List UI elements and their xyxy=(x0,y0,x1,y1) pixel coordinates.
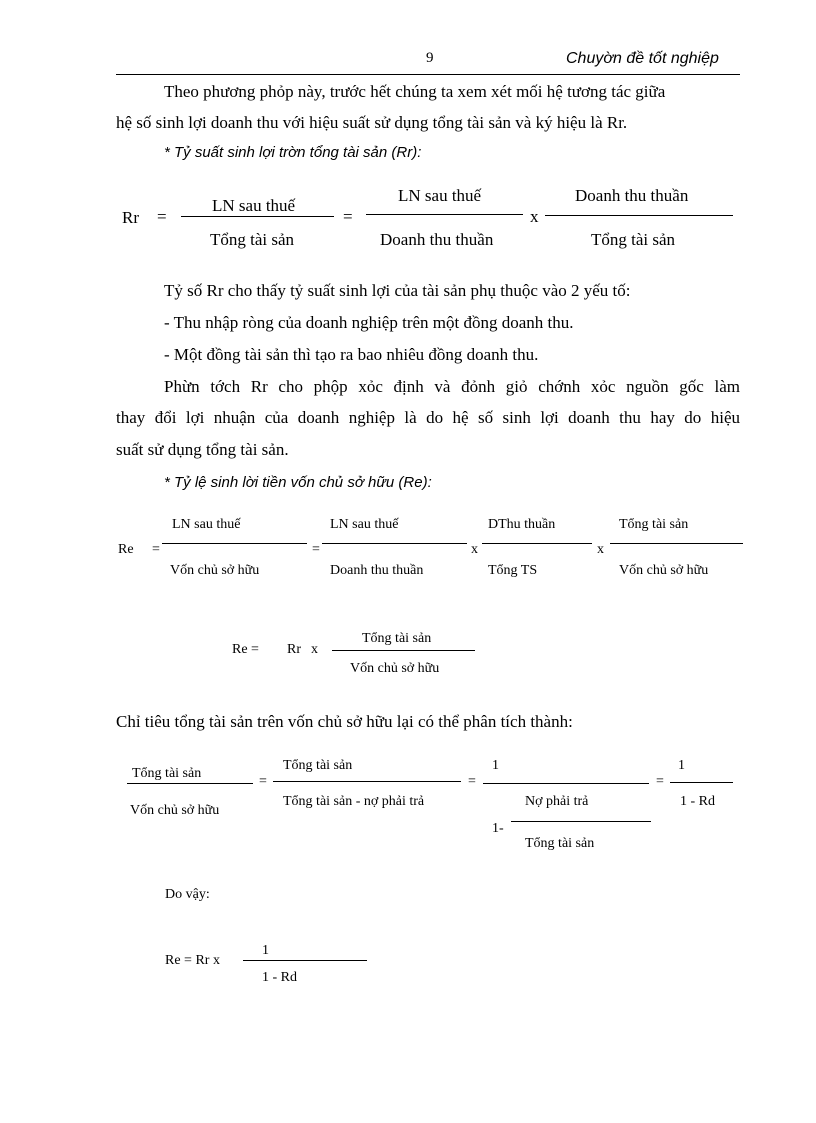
re-f4-num: Tổng tài sản xyxy=(619,517,689,532)
re-f2-den: Doanh thu thuần xyxy=(330,563,424,578)
re-f4-bar xyxy=(610,543,743,544)
page-number: 9 xyxy=(426,50,434,66)
re-f3-num: DThu thuần xyxy=(488,517,556,532)
conclusion-lhs: Re = Rr x xyxy=(165,953,220,968)
rr-f2-num: LN sau thuế xyxy=(398,186,482,205)
an-f1-den: Vốn chủ sở hữu xyxy=(130,803,220,818)
analysis-intro: Chỉ tiêu tổng tài sản trên vốn chủ sở hữu lại có thể phân tích thành: xyxy=(116,712,573,731)
an-f4-bar xyxy=(670,782,733,783)
an-f2-den: Tổng tài sản - nợ phải trả xyxy=(283,794,425,809)
explain-line-1: Tỷ số Rr cho thấy tỷ suất sinh lợi của tài sản phụ thuộc vào 2 yếu tố: xyxy=(164,281,631,300)
an-f4-num: 1 xyxy=(678,758,685,773)
an-f2-num: Tổng tài sản xyxy=(283,758,353,773)
re-f3-den: Tổng TS xyxy=(488,563,538,578)
an-f3-num: 1 xyxy=(492,758,499,773)
an-f3-inner-bar xyxy=(511,821,651,822)
an-f3-den-prefix: 1- xyxy=(492,821,504,836)
re-f1-den: Vốn chủ sở hữu xyxy=(170,563,260,578)
an-eq-2: = xyxy=(468,774,476,789)
re2-rr: Rr xyxy=(287,642,301,657)
rr-times: x xyxy=(530,207,539,226)
rr-f1-bar xyxy=(181,216,334,217)
intro-line-1: Theo phương phỏp này, trước hết chúng ta xem xét mối hệ tương tác giữa xyxy=(164,82,666,101)
rr-f3-num: Doanh thu thuần xyxy=(575,186,689,205)
conclusion-label: Do vậy: xyxy=(165,887,210,902)
an-eq-1: = xyxy=(259,774,267,789)
rr-f3-den: Tổng tài sản xyxy=(591,230,676,249)
explain-bullet-2: - Một đồng tài sản thì tạo ra bao nhiêu đồng doanh thu. xyxy=(164,345,539,364)
rr-f2-den: Doanh thu thuần xyxy=(380,230,494,249)
re2-num: Tổng tài sản xyxy=(362,631,432,646)
re2-lhs: Re = xyxy=(232,642,259,657)
header-rule xyxy=(116,74,740,75)
re-lhs: Re xyxy=(118,542,134,557)
conclusion-den: 1 - Rd xyxy=(262,970,297,985)
explain-para-3: suất sử dụng tổng tài sản. xyxy=(116,440,289,459)
an-f1-num: Tổng tài sản xyxy=(132,766,202,781)
re-eq-1: = xyxy=(152,542,160,557)
re2-times: x xyxy=(311,642,318,657)
rr-heading: * Tỷ suất sinh lợi trờn tổng tài sản (Rr): xyxy=(164,144,422,161)
re2-den: Vốn chủ sở hữu xyxy=(350,661,440,676)
rr-f3-bar xyxy=(545,215,733,216)
re-heading: * Tỷ lệ sinh lời tiền vốn chủ sở hữu (Re): xyxy=(164,474,432,491)
an-f2-bar xyxy=(273,781,461,782)
conclusion-num: 1 xyxy=(262,943,269,958)
re-f4-den: Vốn chủ sở hữu xyxy=(619,563,709,578)
re-f1-num: LN sau thuế xyxy=(172,517,241,532)
re-f2-bar xyxy=(322,543,467,544)
explain-para-1: Phừn tớch Rr cho phộp xỏc định và đỏnh giỏ chớnh xỏc nguồn gốc làm xyxy=(164,377,740,396)
rr-eq-1: = xyxy=(157,207,167,226)
an-f1-bar xyxy=(127,783,253,784)
rr-eq-2: = xyxy=(343,207,353,226)
an-f4-den: 1 - Rd xyxy=(680,794,715,809)
an-f3-inner-den: Tổng tài sản xyxy=(525,836,595,851)
re-f3-bar xyxy=(482,543,592,544)
intro-line-2: hệ số sinh lợi doanh thu với hiệu suất sử dụng tổng tài sản và ký hiệu là Rr. xyxy=(116,113,628,132)
rr-f1-num: LN sau thuế xyxy=(212,196,296,215)
re2-bar xyxy=(332,650,475,651)
rr-f1-den: Tổng tài sản xyxy=(210,230,295,249)
an-f3-inner-num: Nợ phải trả xyxy=(525,794,589,809)
re-eq-2: = xyxy=(312,542,320,557)
re-times-1: x xyxy=(471,542,478,557)
re-f1-bar xyxy=(162,543,307,544)
rr-lhs: Rr xyxy=(122,208,139,227)
re-times-2: x xyxy=(597,542,604,557)
explain-bullet-1: - Thu nhập ròng của doanh nghiệp trên một đồng doanh thu. xyxy=(164,313,574,332)
conclusion-bar xyxy=(243,960,367,961)
explain-para-2: thay đổi lợi nhuận của doanh nghiệp là do hệ số sinh lợi doanh thu hay do hiệu xyxy=(116,408,740,427)
page-header-title: Chuyờn đề tốt nghiệp xyxy=(566,50,719,67)
an-eq-3: = xyxy=(656,774,664,789)
an-f3-bar xyxy=(483,783,649,784)
rr-f2-bar xyxy=(366,214,523,215)
re-f2-num: LN sau thuế xyxy=(330,517,399,532)
